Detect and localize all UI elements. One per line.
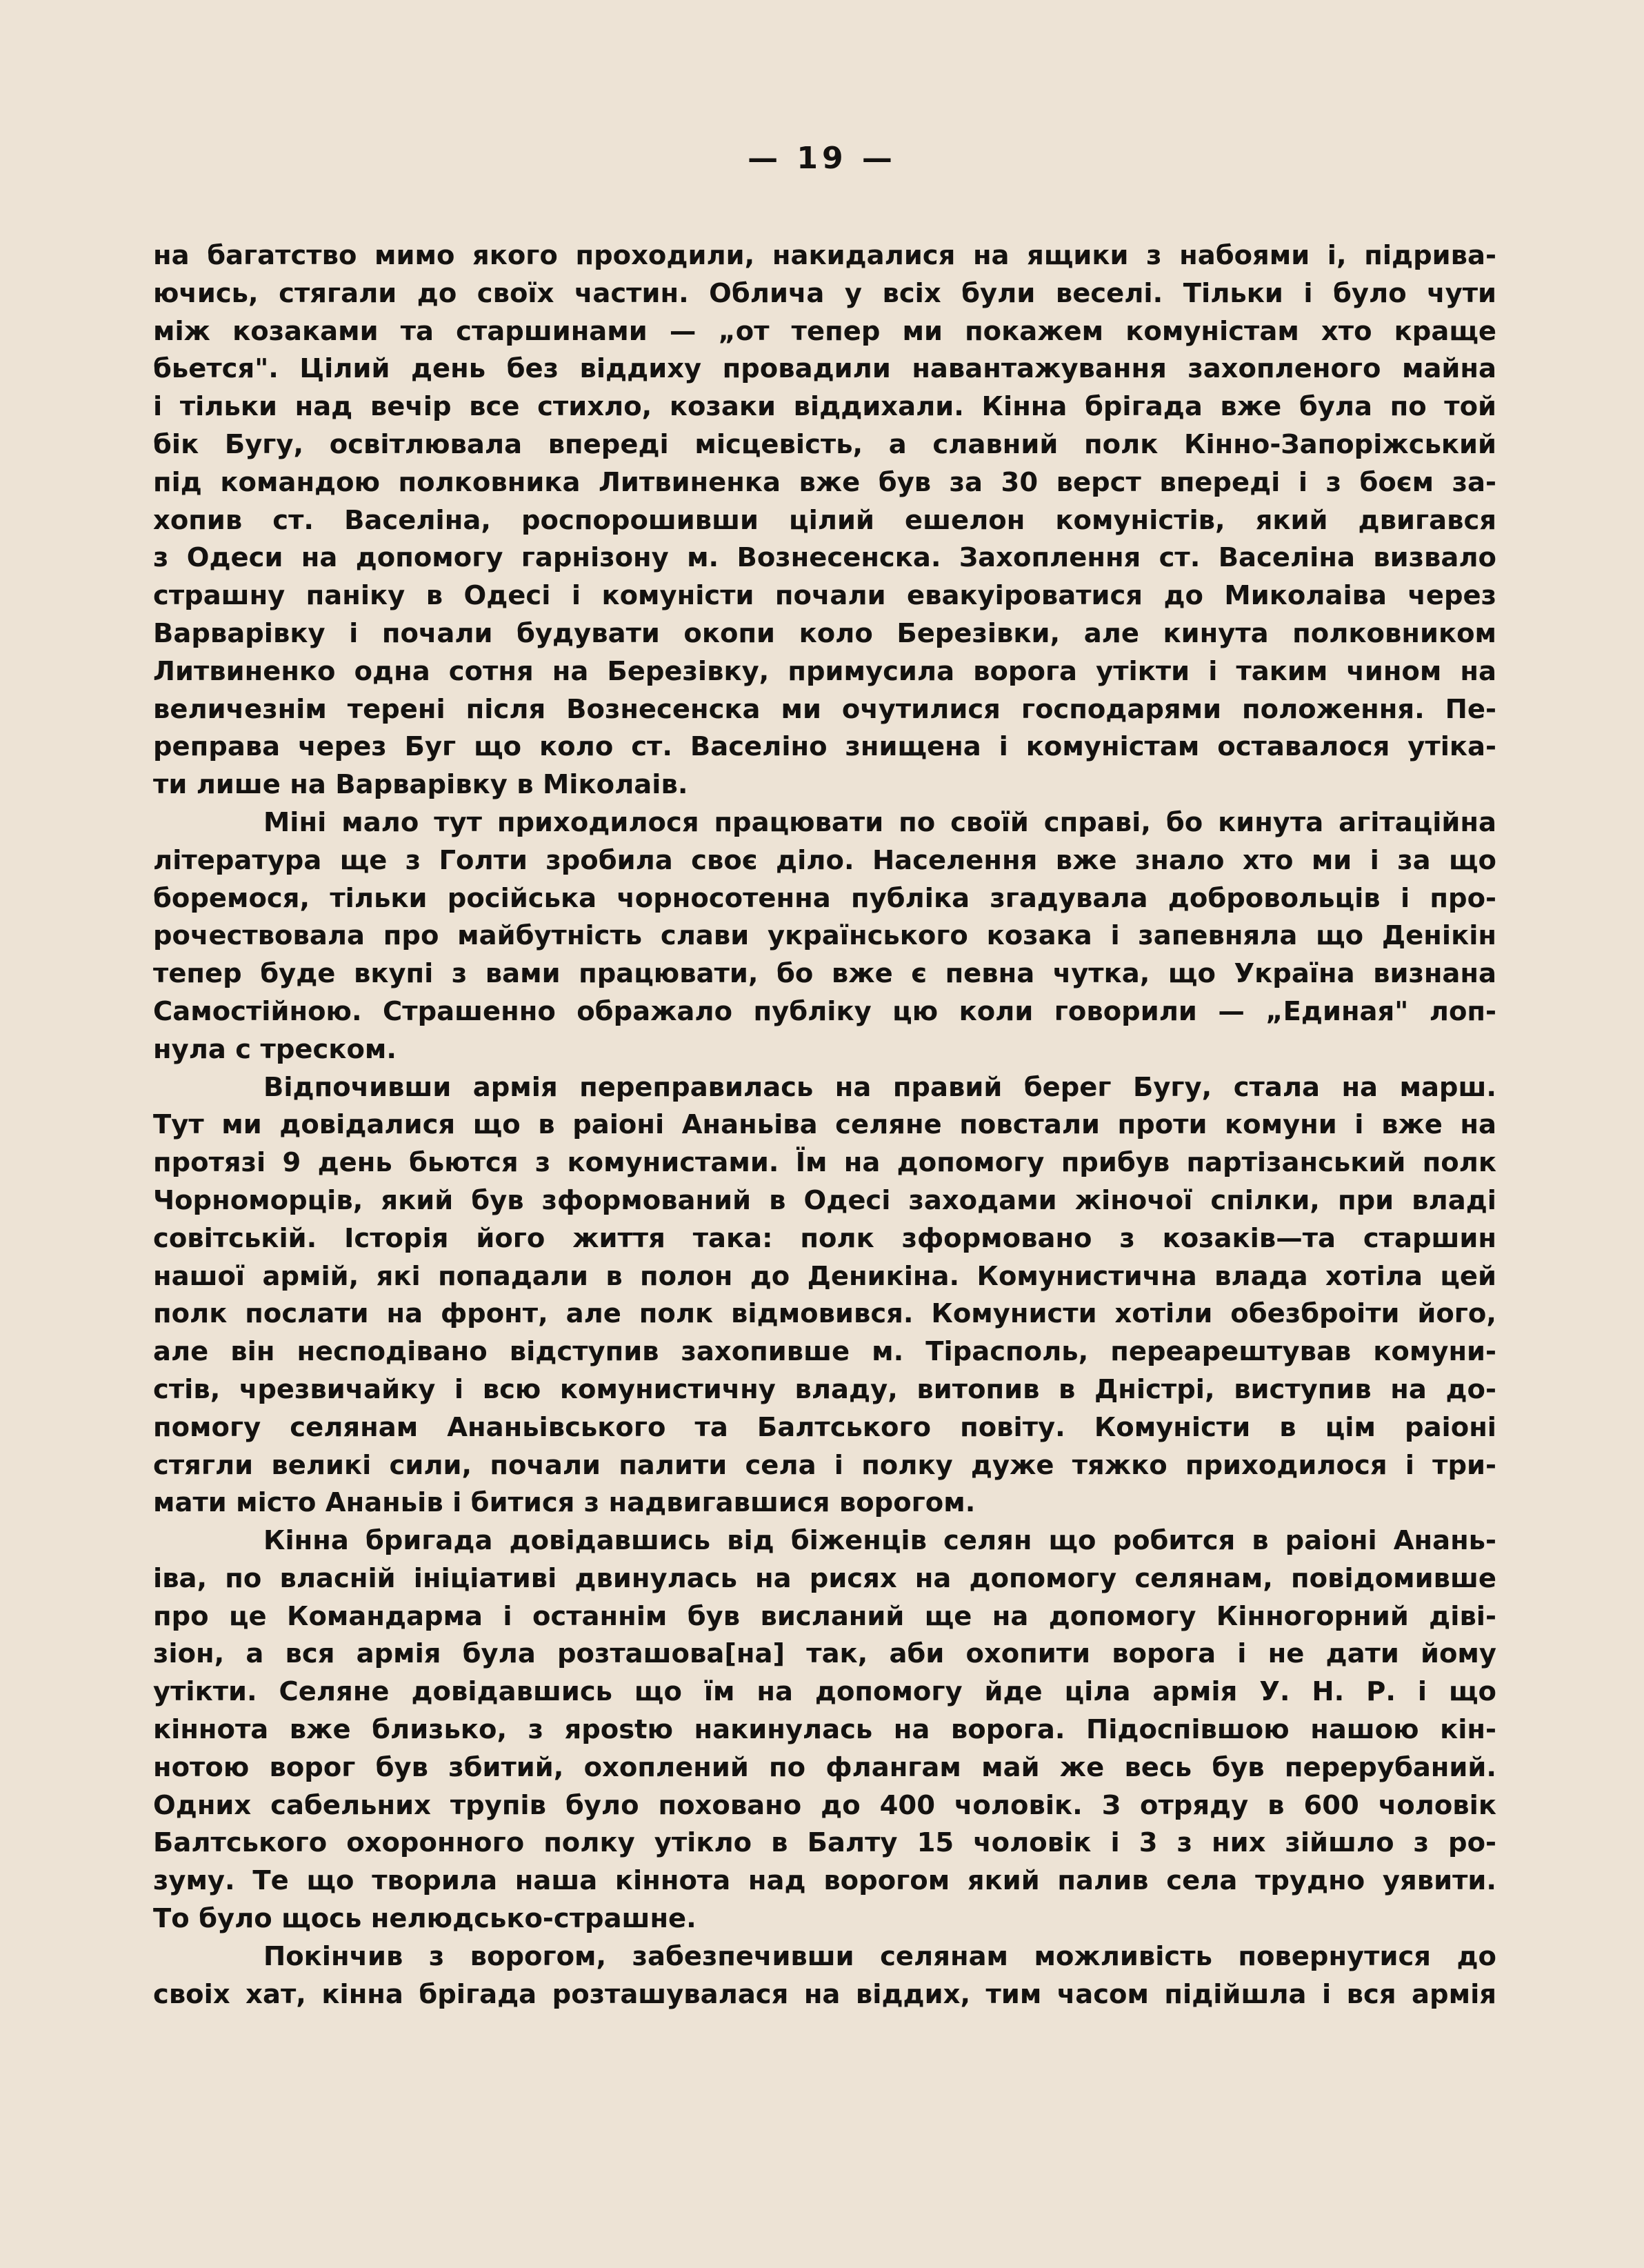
- text-line: література ще з Голти зробила своє діло. Населення вже знало хто ми і за що: [153, 844, 1496, 876]
- text-line: величезнім терені після Вознесенска ми очутилися господарями положення. Пе-: [153, 693, 1496, 725]
- text-line: страшну паніку в Одесі і комуністи почали евакуіроватися до Миколаіва через: [153, 580, 1496, 612]
- text-line: помогу селянам Ананьівського та Балтського повіту. Комуністи в цім раіоні: [153, 1411, 1496, 1443]
- text-line: рочествовала про майбутність слави українського козака і запевняла що Денікін: [153, 920, 1496, 952]
- text-line: боремося, тільки російська чорносотенна публіка згадувала добровольців і про-: [153, 882, 1496, 914]
- text-line: на багатство мимо якого проходили, накидалися на ящики з набоями і, підрива-: [153, 240, 1496, 271]
- text-line: Одних сабельних трупів було поховано до 400 чоловік. З отряду в 600 чоловік: [153, 1789, 1496, 1821]
- text-line: бьется". Цілий день без віддиху провадили навантажування захопленого майна: [153, 353, 1496, 385]
- text-line: протязі 9 день бьются з комунистами. Їм на допомогу прибув партізанський полк: [153, 1147, 1496, 1179]
- text-line: полк послати на фронт, але полк відмовився. Комунисти хотіли обезброіти його,: [153, 1298, 1496, 1330]
- page-number: — 19 —: [748, 141, 896, 176]
- text-line: між козаками та старшинами — „от тепер ми покажем комуністам хто краще: [153, 315, 1496, 347]
- text-line: совітській. Історія його життя така: полк зформовано з козаків—та старшин: [153, 1222, 1496, 1254]
- text-line: і тільки над вечір все стихло, козаки віддихали. Кінна брігада вже була по той: [153, 391, 1496, 423]
- text-line: Чорноморців, який був зформований в Одесі заходами жіночої спілки, при владі: [153, 1184, 1496, 1216]
- text-line: Балтського охоронного полку утікло в Балту 15 чоловік і 3 з них зійшло з ро-: [153, 1827, 1496, 1859]
- text-line: своіх хат, кінна брігада розташувалася на віддих, тим часом підійшла і вся армія: [153, 1978, 1496, 2010]
- text-line: іва, по власній ініціативі двинулась на рисях на допомогу селянам, повідомивше: [153, 1562, 1496, 1594]
- text-line: але він несподівано відступив захопивше м. Тірасполь, переарештував комуни-: [153, 1336, 1496, 1368]
- text-line: Покінчив з ворогом, забезпечивши селянам можливість повернутися до: [263, 1940, 1496, 1972]
- text-line: нула с треском.: [153, 1033, 397, 1065]
- text-line: мати місто Ананьів і битися з надвигавшися ворогом.: [153, 1487, 976, 1519]
- text-line: ти лише на Варварівку в Міколаів.: [153, 769, 688, 801]
- text-line: То було щось нелюдсько-страшне.: [153, 1903, 696, 1935]
- text-line: кіннота вже близько, з ярostю накинулась на ворога. Підоспівшою нашою кін-: [153, 1714, 1496, 1746]
- text-line: Відпочивши армія переправилась на правий берег Бугу, стала на марш.: [263, 1071, 1496, 1103]
- text-line: стів, чрезвичайку і всю комунистичну владу, витопив в Дністрі, виступив на до-: [153, 1373, 1496, 1405]
- text-line: з Одеси на допомогу гарнізону м. Вознесенска. Захоплення ст. Васеліна визвало: [153, 542, 1496, 574]
- body-text: [153, 237, 1496, 2013]
- text-line: нашої армій, які попадали в полон до Деникіна. Комунистична влада хотіла цей: [153, 1260, 1496, 1292]
- text-line: Кінна бригада довідавшись від біженців селян що робится в раіоні Анань-: [263, 1525, 1496, 1557]
- text-line: бік Бугу, освітлювала впереді місцевість, а славний полк Кінно-Запоріжський: [153, 428, 1496, 460]
- text-line: Литвиненко одна сотня на Березівку, примусила ворога утікти і таким чином на: [153, 655, 1496, 687]
- text-line: Самостійною. Страшенно ображало публіку цю коли говорили — „Единая" лоп-: [153, 995, 1496, 1027]
- text-line: хопив ст. Васеліна, роспорошивши цілий ешелон комуністів, який двигався: [153, 504, 1496, 536]
- text-line: Міні мало тут приходилося працювати по своїй справі, бо кинута агітаційна: [263, 806, 1496, 838]
- text-line: утікти. Селяне довідавшись що їм на допомогу йде ціла армія У. Н. Р. і що: [153, 1676, 1496, 1708]
- text-line: Тут ми довідалися що в раіоні Ананьіва селяне повстали проти комуни і вже на: [153, 1109, 1496, 1141]
- text-line: про це Командарма і останнім був висланий ще на допомогу Кінногорний дівi-: [153, 1600, 1496, 1632]
- text-line: зуму. Те що творила наша кіннота над ворогом який палив села трудно уявити.: [153, 1865, 1496, 1897]
- text-line: реправа через Буг що коло ст. Васеліно знищена і комуністам оставалося утіка-: [153, 731, 1496, 763]
- text-line: зіон, а вся армія була розташова[на] так, аби охопити ворога і не дати йому: [153, 1638, 1496, 1670]
- text-line: ючись, стягали до своїх частин. Облича у всіх були веселі. Тільки і було чути: [153, 277, 1496, 309]
- text-line: Варварівку і почали будувати окопи коло Березівки, але кинута полковником: [153, 617, 1496, 649]
- text-line: нотою ворог був збитий, охоплений по флангам май же весь був перерубаний.: [153, 1751, 1496, 1783]
- text-line: тепер буде вкупі з вами працювати, бо вже є певна чутка, що Україна визнана: [153, 958, 1496, 990]
- text-line: під командою полковника Литвиненка вже був за 30 верст впереді і з боєм за-: [153, 466, 1496, 498]
- text-line: стягли великі сили, почали палити села і полку дуже тяжко приходилося і три-: [153, 1449, 1496, 1481]
